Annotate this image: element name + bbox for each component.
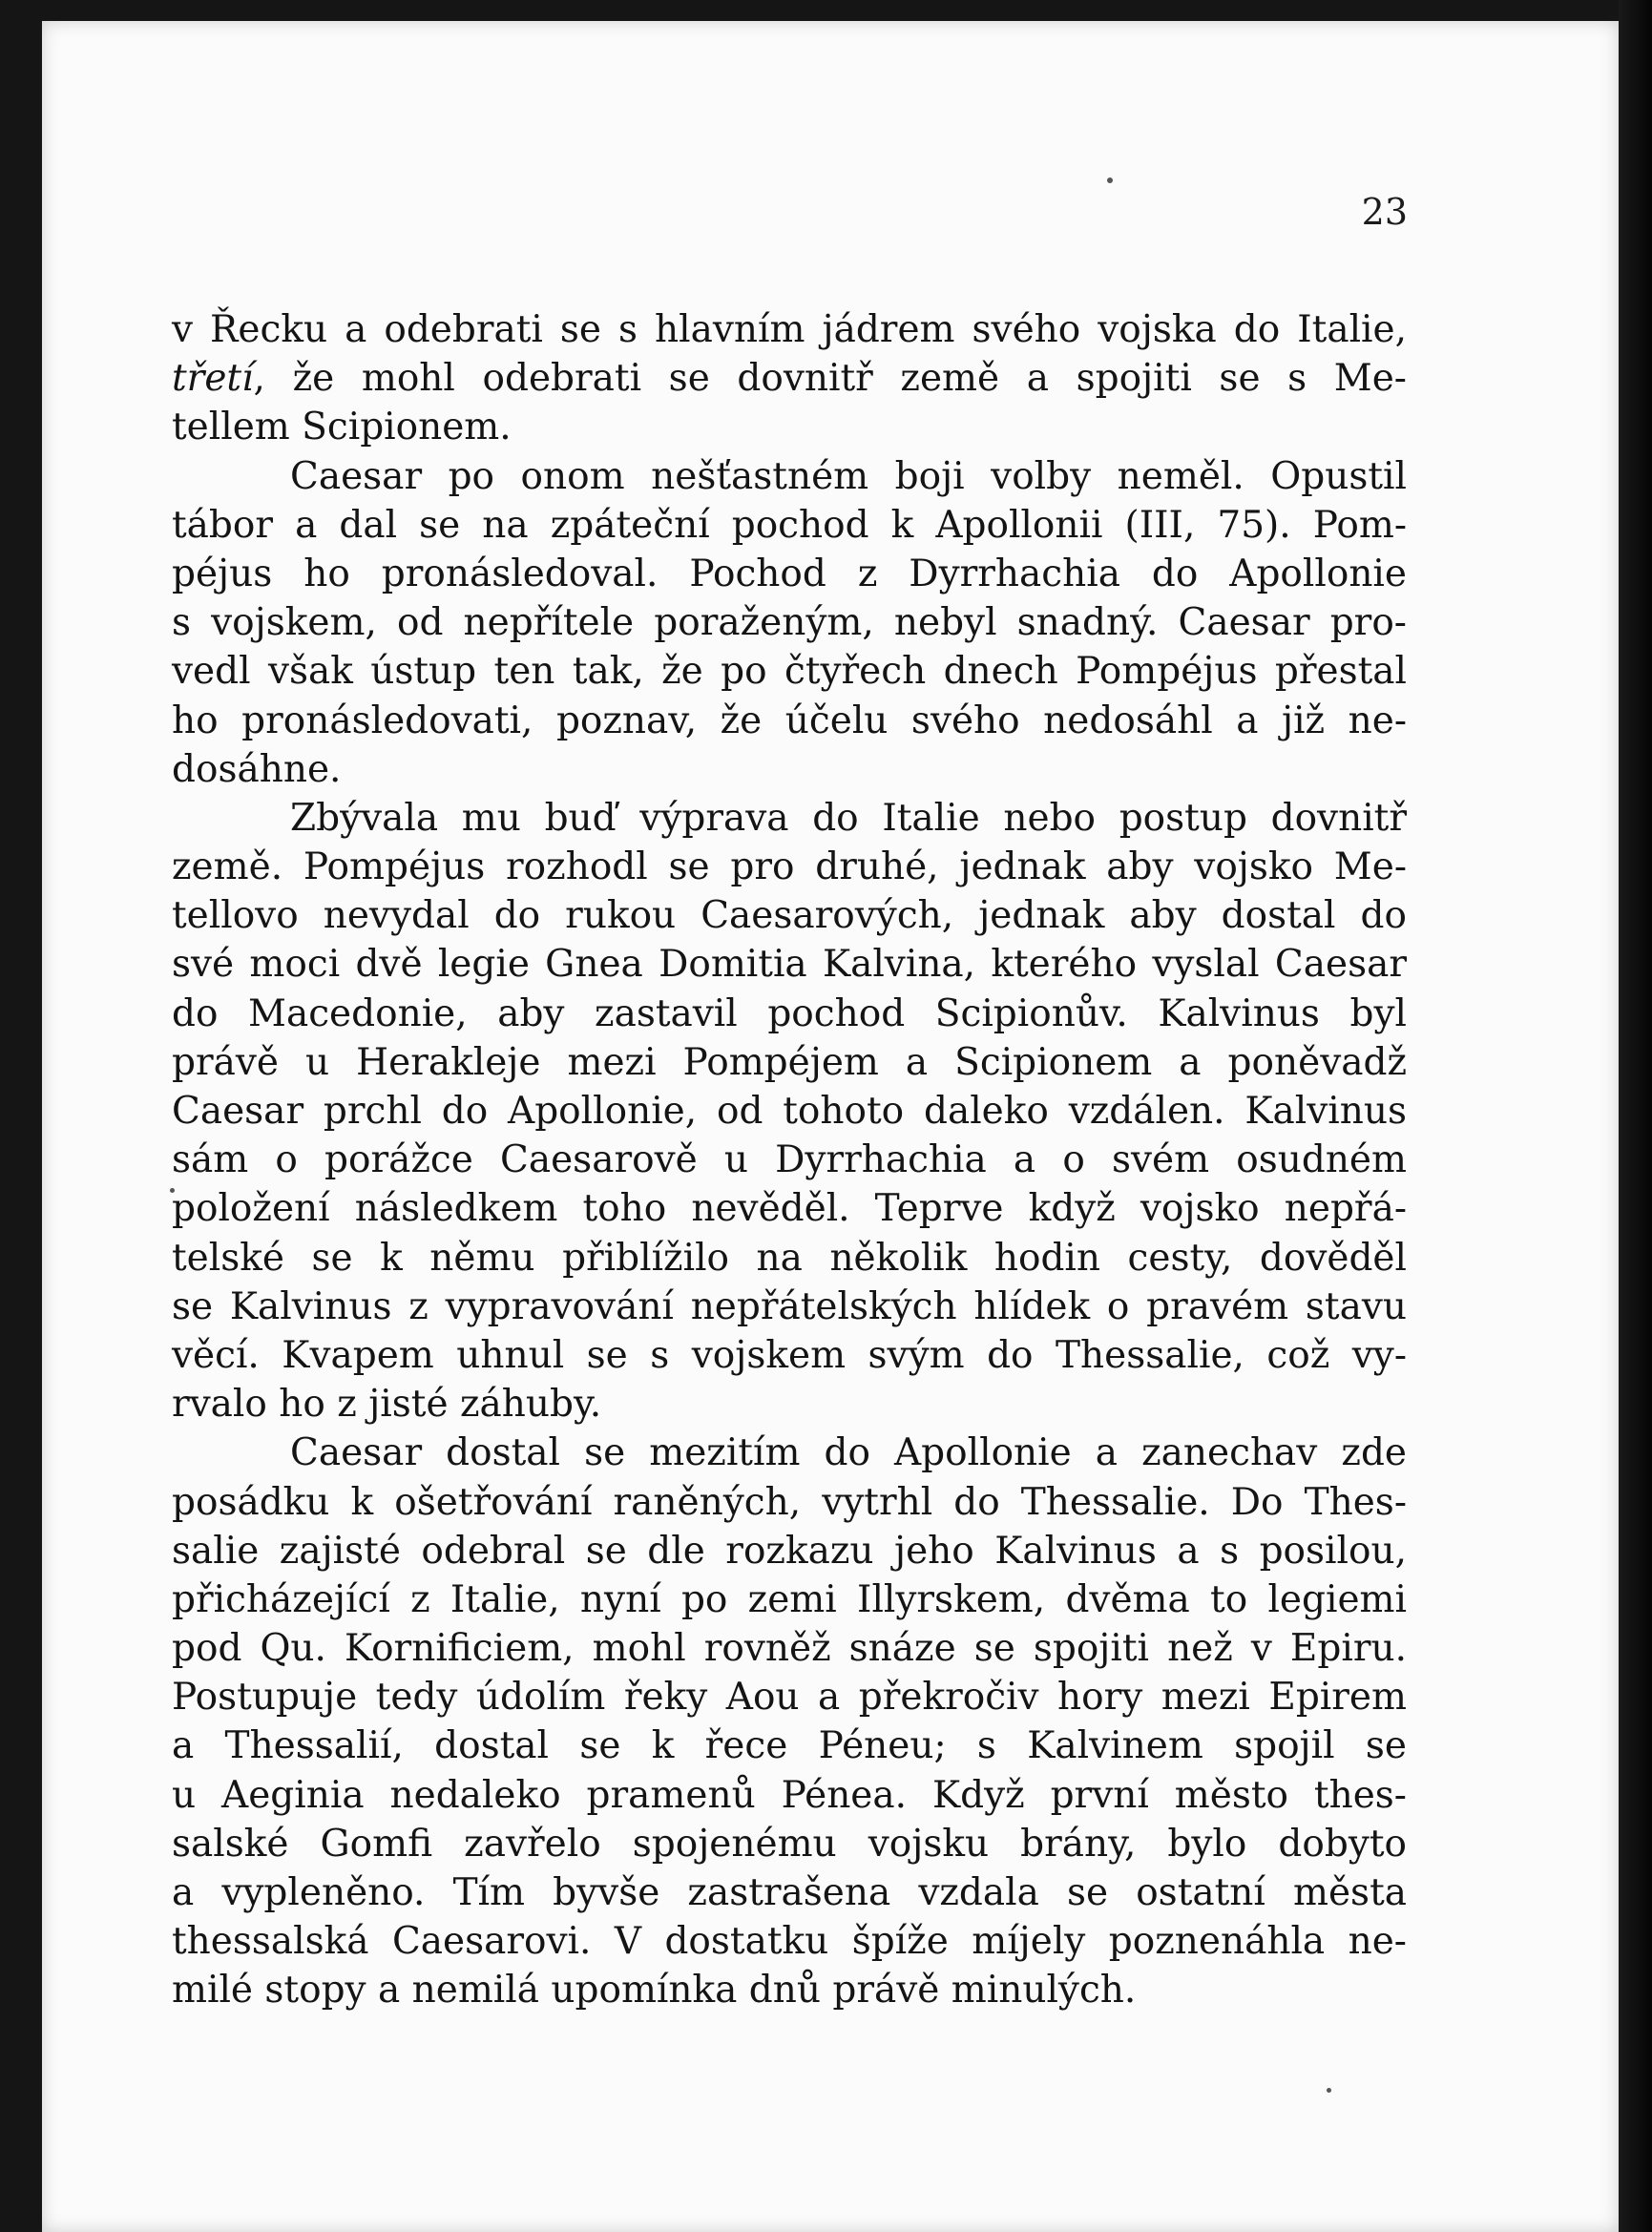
text-line: položení následkem toho nevěděl. Teprve když vojsko nepřá-	[172, 1187, 1407, 1231]
text-line: své moci dvě legie Gnea Domitia Kalvina, kterého vyslal Caesar	[172, 943, 1407, 987]
text-line: salie zajisté odebral se dle rozkazu jeho Kalvinus a s posilou,	[172, 1529, 1407, 1573]
text-line: posádku k ošetřování raněných, vytrhl do Thessalie. Do Thes-	[172, 1480, 1407, 1524]
emphasized-word: třetí	[172, 357, 254, 401]
text-line: právě u Herakleje mezi Pompéjem a Scipionem a poněvadž	[172, 1040, 1407, 1084]
text-line: Caesar prchl do Apollonie, od tohoto daleko vzdálen. Kalvinus	[172, 1090, 1407, 1133]
text-line: věcí. Kvapem uhnul se s vojskem svým do Thessalie, což vy-	[172, 1333, 1407, 1377]
text-line: a vypleněno. Tím byvše zastrašena vzdala se ostatní města	[172, 1871, 1407, 1914]
text-line: se Kalvinus z vypravování nepřátelských hlídek o pravém stavu	[172, 1284, 1407, 1328]
text-line: tábor a dal se na zpáteční pochod k Apollonii (III, 75). Pom-	[172, 503, 1407, 547]
text-line: tellovo nevydal do rukou Caesarových, jednak aby dostal do	[172, 894, 1407, 938]
text-line: Caesar po onom nešťastném boji volby neměl. Opustil	[290, 454, 1407, 498]
text-line: milé stopy a nemilá upomínka dnů právě minulých.	[172, 1969, 1137, 2013]
page-number: 23	[1361, 191, 1408, 233]
scan-edge	[1619, 0, 1652, 2232]
text-line: a Thessalií, dostal se k řece Péneu; s Kalvinem spojil se	[172, 1724, 1407, 1768]
paper-speck	[1107, 177, 1113, 183]
text-line: země. Pompéjus rozhodl se pro druhé, jednak aby vojsko Me-	[172, 845, 1407, 889]
text-line: pod Qu. Kornificiem, mohl rovněž snáze se spojiti než v Epiru.	[172, 1627, 1407, 1671]
text-line: s vojskem, od nepřítele poraženým, nebyl snadný. Caesar pro-	[172, 601, 1407, 645]
text-line: tellem Scipionem.	[172, 406, 512, 449]
text-line: v Řecku a odebrati se s hlavním jádrem svého vojska do Italie,	[172, 308, 1407, 351]
text-line: telské se k němu přiblížilo na několik hodin cesty, dověděl	[172, 1236, 1407, 1280]
text-line: sám o porážce Caesarově u Dyrrhachia a o svém osudném	[172, 1138, 1407, 1182]
text-line: Caesar dostal se mezitím do Apollonie a zanechav zde	[290, 1431, 1407, 1475]
paper-speck	[1327, 2088, 1331, 2093]
text-line: ho pronásledovati, poznav, že účelu svého nedosáhl a již ne-	[172, 699, 1407, 742]
text-line: vedl však ústup ten tak, že po čtyřech dnech Pompéjus přestal	[172, 650, 1407, 694]
text-line: salské Gomfi zavřelo spojenému vojsku brány, bylo dobyto	[172, 1822, 1407, 1866]
text-line: třetí, že mohl odebrati se dovnitř země a spojiti se s Me-	[172, 357, 1407, 401]
text-line: u Aeginia nedaleko pramenů Pénea. Když první město thes-	[172, 1773, 1407, 1817]
text-line: do Macedonie, aby zastavil pochod Scipionův. Kalvinus byl	[172, 991, 1407, 1035]
text-line: péjus ho pronásledoval. Pochod z Dyrrhachia do Apollonie	[172, 552, 1407, 595]
text-line: thessalská Caesarovi. V dostatku špíže míjely poznenáhla ne-	[172, 1920, 1407, 1964]
text-line: přicházející z Italie, nyní po zemi Illyrskem, dvěma to legiemi	[172, 1577, 1407, 1621]
text-line: Postupuje tedy údolím řeky Aou a překročiv hory mezi Epirem	[172, 1676, 1407, 1720]
text-line: Zbývala mu buď výprava do Italie nebo postup dovnitř	[290, 796, 1407, 840]
text-line: dosáhne.	[172, 747, 342, 791]
text-line: rvalo ho z jisté záhuby.	[172, 1383, 602, 1427]
body-text	[172, 305, 1407, 2015]
